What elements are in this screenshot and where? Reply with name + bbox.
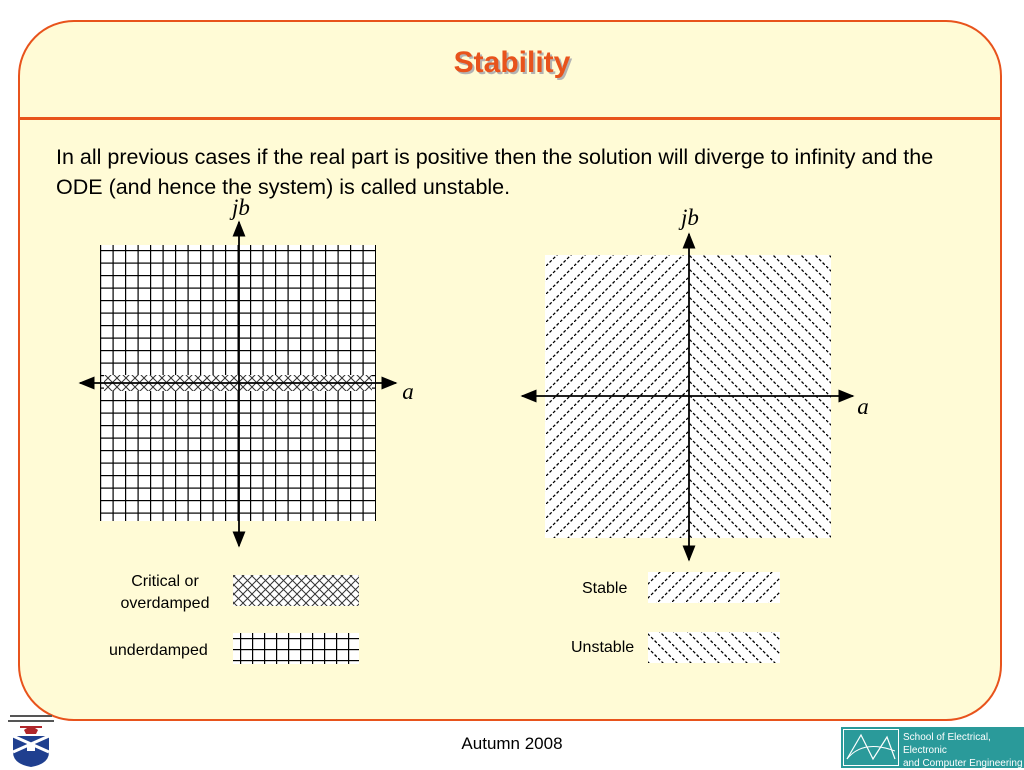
waveform-emblem-icon: [843, 729, 899, 766]
right-horizontal-axis-label: a: [857, 394, 869, 419]
legend-label-underdamped: underdamped: [109, 642, 208, 659]
university-crest-icon: [4, 712, 58, 768]
right-plot: [522, 205, 869, 663]
left-vertical-axis-label: jb: [232, 195, 250, 220]
school-name-line-1: School of Electrical, Electronic: [903, 732, 991, 756]
school-name-line-2: and Computer Engineering: [903, 758, 1023, 769]
left-horizontal-axis-label: a: [402, 379, 414, 404]
right-vertical-axis-label: jb: [681, 205, 699, 230]
legend-label-stable: Stable: [582, 580, 628, 597]
slide-title: Stability: [453, 46, 571, 79]
school-logo: [841, 727, 1024, 768]
footer-date: Autumn 2008: [461, 734, 563, 753]
slide-body-text: In all previous cases if the real part is positive then the solution will diverge to infinity and the ODE (and hence the system) is called unstable.: [56, 145, 934, 199]
legend-label-overdamped: Critical or overdamped: [120, 573, 210, 612]
legend-label-unstable: Unstable: [571, 639, 635, 656]
